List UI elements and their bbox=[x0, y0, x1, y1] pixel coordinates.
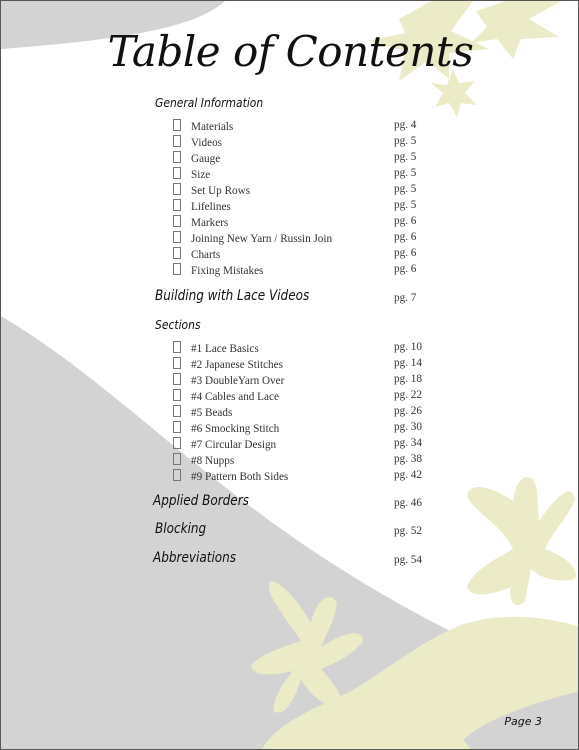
toc-item[interactable] bbox=[173, 119, 233, 133]
toc-item-page: pg. 42 bbox=[394, 469, 422, 481]
checkbox-icon bbox=[173, 357, 181, 369]
toc-item-page: pg. 18 bbox=[394, 373, 422, 385]
toc-item-page: pg. 14 bbox=[394, 357, 422, 369]
section-page: pg. 52 bbox=[394, 525, 422, 537]
toc-item[interactable] bbox=[173, 469, 288, 483]
toc-item[interactable] bbox=[173, 405, 232, 419]
page-title: Table of Contents bbox=[107, 27, 474, 76]
top-flower-3 bbox=[431, 69, 477, 117]
checkbox-icon bbox=[173, 421, 181, 433]
toc-item[interactable] bbox=[173, 167, 210, 181]
toc-item-page: pg. 30 bbox=[394, 421, 422, 433]
toc-item[interactable] bbox=[173, 199, 231, 213]
checkbox-icon bbox=[173, 215, 181, 227]
toc-item-label: #3 DoubleYarn Over bbox=[191, 375, 285, 387]
checkbox-icon bbox=[173, 263, 181, 275]
section-page: pg. 46 bbox=[394, 497, 422, 509]
toc-item-label: #7 Circular Design bbox=[191, 439, 277, 451]
toc-item-page: pg. 22 bbox=[394, 389, 422, 401]
toc-item-label: #8 Nupps bbox=[191, 455, 235, 467]
toc-item[interactable] bbox=[173, 421, 279, 435]
toc-item-label: #4 Cables and Lace bbox=[191, 391, 279, 403]
toc-item-label: #2 Japanese Stitches bbox=[191, 359, 283, 371]
toc-item-page: pg. 4 bbox=[394, 119, 417, 131]
toc-item-page: pg. 6 bbox=[394, 263, 417, 275]
toc-item-page: pg. 6 bbox=[394, 215, 417, 227]
toc-item[interactable] bbox=[173, 341, 259, 355]
toc-item-label: Fixing Mistakes bbox=[191, 265, 264, 277]
toc-item-page: pg. 26 bbox=[394, 405, 422, 417]
toc-item-page: pg. 5 bbox=[394, 199, 417, 211]
checkbox-icon bbox=[173, 151, 181, 163]
checkbox-icon bbox=[173, 341, 181, 353]
toc-item[interactable] bbox=[173, 357, 283, 371]
checkbox-icon bbox=[173, 135, 181, 147]
section-heading-abbreviations[interactable]: Abbreviations bbox=[153, 550, 237, 566]
toc-item[interactable] bbox=[173, 215, 228, 229]
checkbox-icon bbox=[173, 167, 181, 179]
checkbox-icon bbox=[173, 389, 181, 401]
checkbox-icon bbox=[173, 119, 181, 131]
toc-item[interactable] bbox=[173, 437, 276, 451]
toc-item-label: Videos bbox=[191, 137, 223, 149]
toc-item[interactable] bbox=[173, 247, 220, 261]
section-heading-applied-borders[interactable]: Applied Borders bbox=[153, 493, 249, 509]
toc-item[interactable] bbox=[173, 135, 222, 149]
toc-item[interactable] bbox=[173, 373, 284, 387]
toc-item-page: pg. 10 bbox=[394, 341, 422, 353]
toc-item-label: Set Up Rows bbox=[191, 185, 251, 197]
toc-item[interactable] bbox=[173, 231, 332, 245]
page-number: Page 3 bbox=[504, 715, 542, 728]
toc-item[interactable] bbox=[173, 151, 220, 165]
toc-item-page: pg. 6 bbox=[394, 231, 417, 243]
section-heading-blocking[interactable]: Blocking bbox=[155, 521, 207, 537]
checkbox-icon bbox=[173, 437, 181, 449]
toc-item-label: Joining New Yarn / Russin Join bbox=[191, 233, 333, 245]
toc-item-page: pg. 5 bbox=[394, 167, 417, 179]
bottom-right-flower bbox=[467, 477, 576, 605]
toc-item-label: #1 Lace Basics bbox=[191, 343, 259, 355]
section-heading-building-with-lace-videos[interactable]: Building with Lace Videos bbox=[155, 288, 310, 304]
toc-item-label: Size bbox=[191, 169, 211, 181]
section-page: pg. 7 bbox=[394, 292, 417, 304]
checkbox-icon bbox=[173, 183, 181, 195]
checkbox-icon bbox=[173, 453, 181, 465]
toc-item-page: pg. 34 bbox=[394, 437, 422, 449]
checkbox-icon bbox=[173, 469, 181, 481]
toc-item-label: Materials bbox=[191, 121, 234, 133]
section-heading-general-information: General Information bbox=[155, 95, 264, 110]
toc-item-page: pg. 5 bbox=[394, 183, 417, 195]
toc-item-page: pg. 6 bbox=[394, 247, 417, 259]
toc-item[interactable] bbox=[173, 183, 250, 197]
toc-item-label: Lifelines bbox=[191, 201, 231, 213]
toc-item-label: Charts bbox=[191, 249, 221, 261]
toc-item-page: pg. 5 bbox=[394, 151, 417, 163]
background-art bbox=[1, 1, 579, 750]
checkbox-icon bbox=[173, 247, 181, 259]
toc-item[interactable] bbox=[173, 389, 279, 403]
section-page: pg. 54 bbox=[394, 554, 422, 566]
toc-item[interactable] bbox=[173, 453, 234, 467]
checkbox-icon bbox=[173, 231, 181, 243]
toc-item-label: Markers bbox=[191, 217, 229, 229]
toc-item[interactable] bbox=[173, 263, 263, 277]
section-heading-sections: Sections bbox=[155, 317, 201, 332]
checkbox-icon bbox=[173, 199, 181, 211]
toc-item-label: #5 Beads bbox=[191, 407, 233, 419]
toc-item-label: #6 Smocking Stitch bbox=[191, 423, 280, 435]
toc-item-page: pg. 38 bbox=[394, 453, 422, 465]
toc-item-page: pg. 5 bbox=[394, 135, 417, 147]
checkbox-icon bbox=[173, 405, 181, 417]
checkbox-icon bbox=[173, 373, 181, 385]
toc-item-label: Gauge bbox=[191, 153, 221, 165]
toc-item-label: #9 Pattern Both Sides bbox=[191, 471, 289, 483]
